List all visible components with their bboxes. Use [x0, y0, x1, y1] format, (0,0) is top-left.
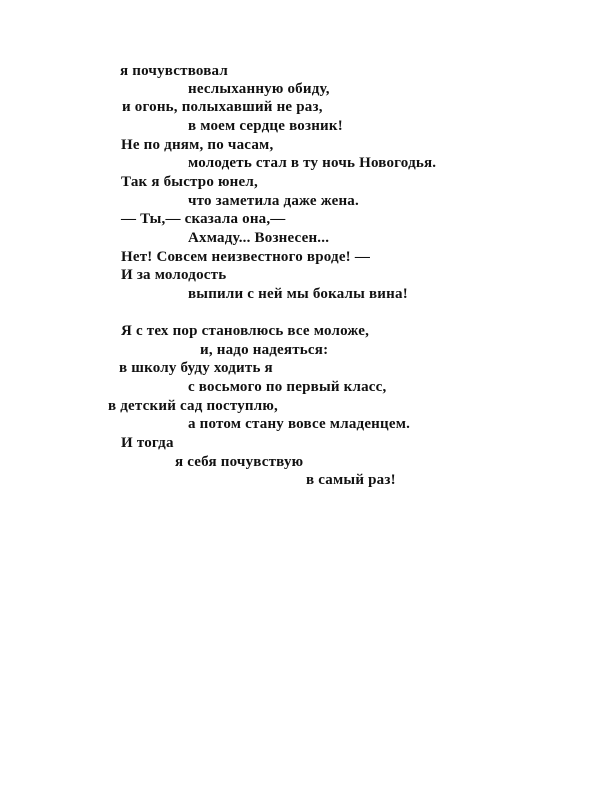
poem-line: а потом стану вовсе младенцем. — [188, 416, 411, 432]
poem-line: И тогда — [121, 435, 174, 451]
poem-line: в моем сердце возник! — [188, 118, 343, 134]
poem-line: в самый раз! — [306, 472, 396, 488]
poem-line: Нет! Совсем неизвестного вроде! — — [121, 249, 371, 265]
poem-line: — Ты,— сказала она,— — [121, 211, 286, 227]
poem-line: Я с тех пор становлюсь все моложе, — [121, 323, 370, 339]
poem-line: я почувствовал — [120, 63, 228, 79]
poem-line: выпили с ней мы бокалы вина! — [188, 286, 408, 302]
poem-line: И за молодость — [121, 267, 227, 283]
poem-line: Не по дням, по часам, — [121, 137, 274, 153]
poem-line: Так я быстро юнел, — [121, 174, 258, 190]
poem-line: Ахмаду... Вознесен... — [188, 230, 330, 246]
poem-line: с восьмого по первый класс, — [188, 379, 387, 395]
poem-line: неслыханную обиду, — [188, 81, 330, 97]
poem-line: что заметила даже жена. — [188, 193, 359, 209]
poem-line: в детский сад поступлю, — [108, 398, 279, 414]
poem-line: молодеть стал в ту ночь Новогодья. — [188, 155, 437, 171]
poem-line: я себя почувствую — [175, 454, 304, 470]
poem-line: и огонь, полыхавший не раз, — [122, 99, 323, 115]
poem-line: в школу буду ходить я — [119, 360, 273, 376]
poem-line: и, надо надеяться: — [200, 342, 329, 358]
